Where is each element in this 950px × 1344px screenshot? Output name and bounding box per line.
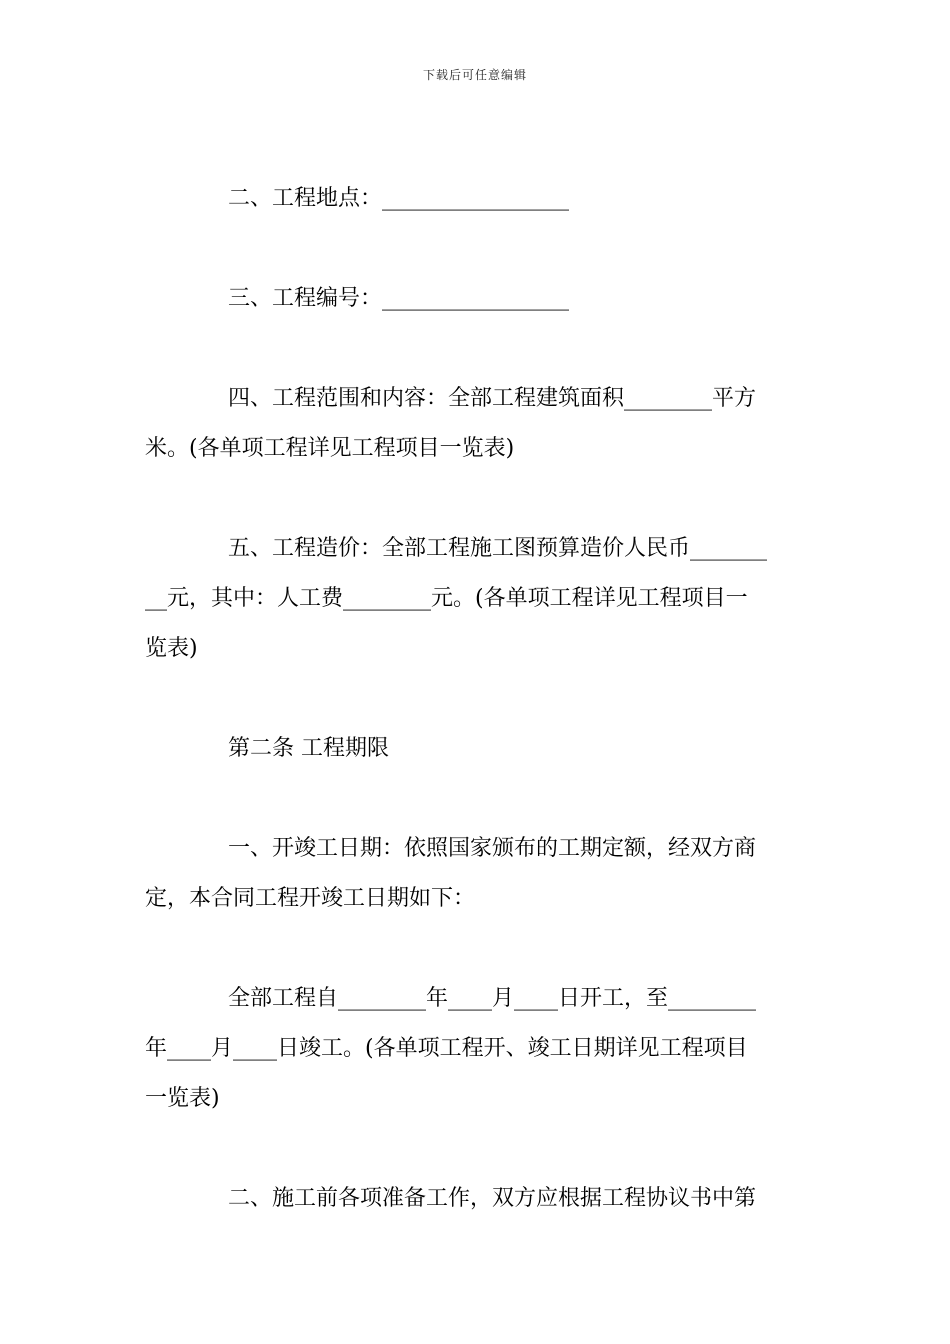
item-project-cost-cont: __元，其中：人工费________元。(各单项工程详见工程项目一 xyxy=(145,586,748,611)
item-schedule-cont: 年____月____日竣工。(各单项工程开、竣工日期详见工程项目 xyxy=(145,1036,748,1061)
item-project-scope: 四、工程范围和内容：全部工程建筑面积________平方 xyxy=(228,386,757,411)
item-project-scope-cont: 米。(各单项工程详见工程项目一览表) xyxy=(145,436,515,461)
item-schedule: 全部工程自________年____月____日开工，至________ xyxy=(228,986,757,1011)
item-project-cost-cont2: 览表) xyxy=(145,636,198,661)
page-header: 下载后可任意编辑 xyxy=(422,68,527,82)
item-start-end-dates-cont: 定，本合同工程开竣工日期如下： xyxy=(145,886,476,911)
item-project-cost: 五、工程造价：全部工程施工图预算造价人民币_______ xyxy=(228,536,768,561)
article-two-heading: 第二条 工程期限 xyxy=(228,736,389,761)
item-preparation: 二、施工前各项准备工作，双方应根据工程协议书中第 xyxy=(228,1186,757,1211)
item-start-end-dates: 一、开竣工日期：依照国家颁布的工期定额，经双方商 xyxy=(228,836,757,861)
item-project-location: 二、工程地点：_________________ xyxy=(228,186,570,211)
item-project-number: 三、工程编号：_________________ xyxy=(228,286,570,311)
item-schedule-cont2: 一览表) xyxy=(145,1086,220,1111)
